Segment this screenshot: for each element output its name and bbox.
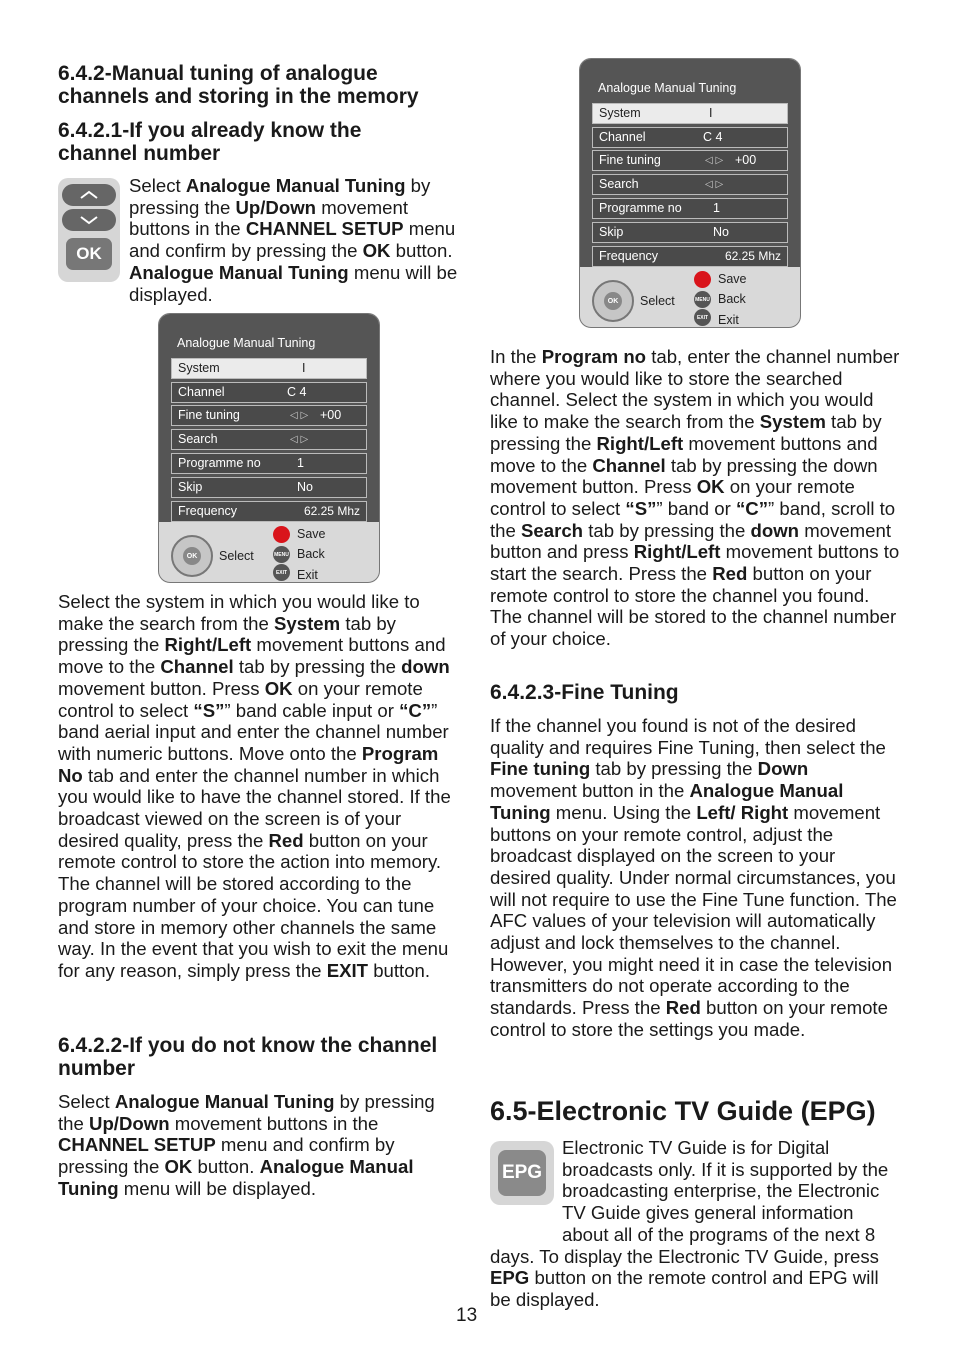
ok-button: OK	[66, 238, 112, 270]
menu-row-fine-tuning: Fine tuning ◁ ▷ +00	[592, 150, 788, 171]
menu-row-system: System I	[171, 358, 367, 379]
epg-button: EPG	[498, 1150, 546, 1196]
paragraph-6-4-2-2: Select Analogue Manual Tuning by pressing the Up/Down movement buttons in the CHANNEL SETUP menu and confirm by pressing the OK button. Analogue Manual Tuning menu will be displayed.	[58, 1091, 435, 1199]
menu-title: Analogue Manual Tuning	[598, 81, 737, 95]
intro-paragraph: Select Analogue Manual Tuning by pressing the Up/Down movement buttons in the CHANNEL SETUP menu and confirm by pressing the OK button. Analogue Manual Tuning menu will be displayed.	[129, 175, 458, 305]
menu-row-system: System I	[592, 103, 788, 124]
tv-menu-screenshot-2	[579, 58, 801, 328]
menu-row-fine-tuning: Fine tuning ◁ ▷ +00	[171, 405, 367, 426]
exit-label: Exit	[718, 313, 739, 327]
section-heading-6-5: 6.5-Electronic TV Guide (EPG)	[490, 1096, 876, 1126]
select-label: Select	[640, 294, 675, 308]
down-button	[62, 209, 116, 231]
save-label: Save	[718, 272, 747, 286]
subsection-heading-6-4-2-3: 6.4.2.3-Fine Tuning	[490, 681, 679, 704]
back-label: Back	[297, 547, 325, 561]
menu-row-frequency: Frequency 62.25 Mhz	[171, 501, 367, 522]
program-no-paragraph: In the Program no tab, enter the channel number where you would like to store the searched channel. Select the system in which you would like to make the search from the System tab by pressing the Right/Left movement buttons and move to the Channel tab by pressing the down movement button. Press OK on your remote control to select “S”” band or “C”” band, scroll to the Search tab by pressing the down movement button and press Right/Left movement buttons to start the search. Press the Red button on your remote control to store the channel you found. The channel will be stored to the channel number of your choice.	[490, 346, 900, 650]
back-label: Back	[718, 292, 746, 306]
tv-menu-screenshot-1	[158, 313, 380, 583]
menu-row-search: Search ◁ ▷	[171, 429, 367, 450]
red-button-icon	[273, 526, 290, 543]
menu-button-icon: MENU	[273, 546, 290, 563]
menu-button-icon: MENU	[694, 291, 711, 308]
up-button	[62, 184, 116, 206]
left-right-arrows-icon: ◁ ▷	[290, 410, 309, 421]
menu-row-frequency: Frequency 62.25 Mhz	[592, 246, 788, 267]
chevron-up-icon	[79, 190, 99, 200]
chevron-down-icon	[79, 215, 99, 225]
left-right-arrows-icon: ◁ ▷	[705, 155, 724, 166]
menu-title: Analogue Manual Tuning	[177, 336, 316, 350]
left-main-paragraph: Select the system in which you would like to make the search from the System tab by pressing the Right/Left movement buttons and move to the Channel tab by pressing the down movement button. Press OK on your remote control to select “S”” band cable input or “C”” band aerial input and enter the channel number with numeric buttons. Move onto the Program No tab and enter the channel number in which you would like to have the channel stored. If the broadcast viewed on the screen is of your desired quality, press the Red button on your remote control to store the action into memory. The channel will be stored according to the program number of your choice. You can tune and store in memory other channels the same way. In the event that you wish to exit the menu for any reason, simply press the EXIT button.	[58, 591, 451, 981]
section-heading-6-4-2: 6.4.2-Manual tuning of analogue channels and storing in the memory	[58, 62, 419, 108]
menu-row-programme-no: Programme no 1	[592, 198, 788, 219]
menu-row-search: Search ◁ ▷	[592, 174, 788, 195]
left-right-arrows-icon: ◁ ▷	[290, 434, 309, 445]
menu-row-skip: Skip No	[592, 222, 788, 243]
red-button-icon	[694, 271, 711, 288]
select-label: Select	[219, 549, 254, 563]
menu-row-programme-no: Programme no 1	[171, 453, 367, 474]
subsection-heading-6-4-2-1: 6.4.2.1-If you already know the channel number	[58, 119, 362, 165]
fine-tuning-paragraph: If the channel you found is not of the desired quality and requires Fine Tuning, then select the Fine tuning tab by pressing the Down movement button in the Analogue Manual Tuning menu. Using the Left/ Right movement buttons on your remote control, adjust the broadcast displayed on the screen to your desired quality. Under normal circumstances, you will not require to use the Fine Tune function. The AFC values of your television will automatically adjust and lock themselves to the channel. However, you might need it in case the television transmitters do not operate according to the standards. Press the Red button on your remote control to store the settings you made.	[490, 715, 897, 1040]
epg-paragraph: Electronic TV Guide is for Digital broadcasts only. If it is supported by the broadcasting enterprise, the Electronic TV Guide gives general information about all of the programs of the next 8 days. To display the Electronic TV Guide, press EPG button on the remote control and EPG will be displayed.	[490, 1137, 889, 1310]
save-label: Save	[297, 527, 326, 541]
subsection-heading-6-4-2-2: 6.4.2.2-If you do not know the channel number	[58, 1034, 438, 1080]
page-number: 13	[456, 1305, 478, 1326]
exit-button-icon: EXIT	[694, 309, 711, 326]
menu-row-skip: Skip No	[171, 477, 367, 498]
exit-label: Exit	[297, 568, 318, 582]
ok-dpad-icon: OK	[592, 280, 634, 322]
left-right-arrows-icon: ◁ ▷	[705, 179, 724, 190]
ok-dpad-icon: OK	[171, 535, 213, 577]
menu-row-channel: Channel C 4	[592, 127, 788, 148]
menu-row-channel: Channel C 4	[171, 382, 367, 403]
exit-button-icon: EXIT	[273, 564, 290, 581]
remote-button-pad	[58, 178, 120, 282]
